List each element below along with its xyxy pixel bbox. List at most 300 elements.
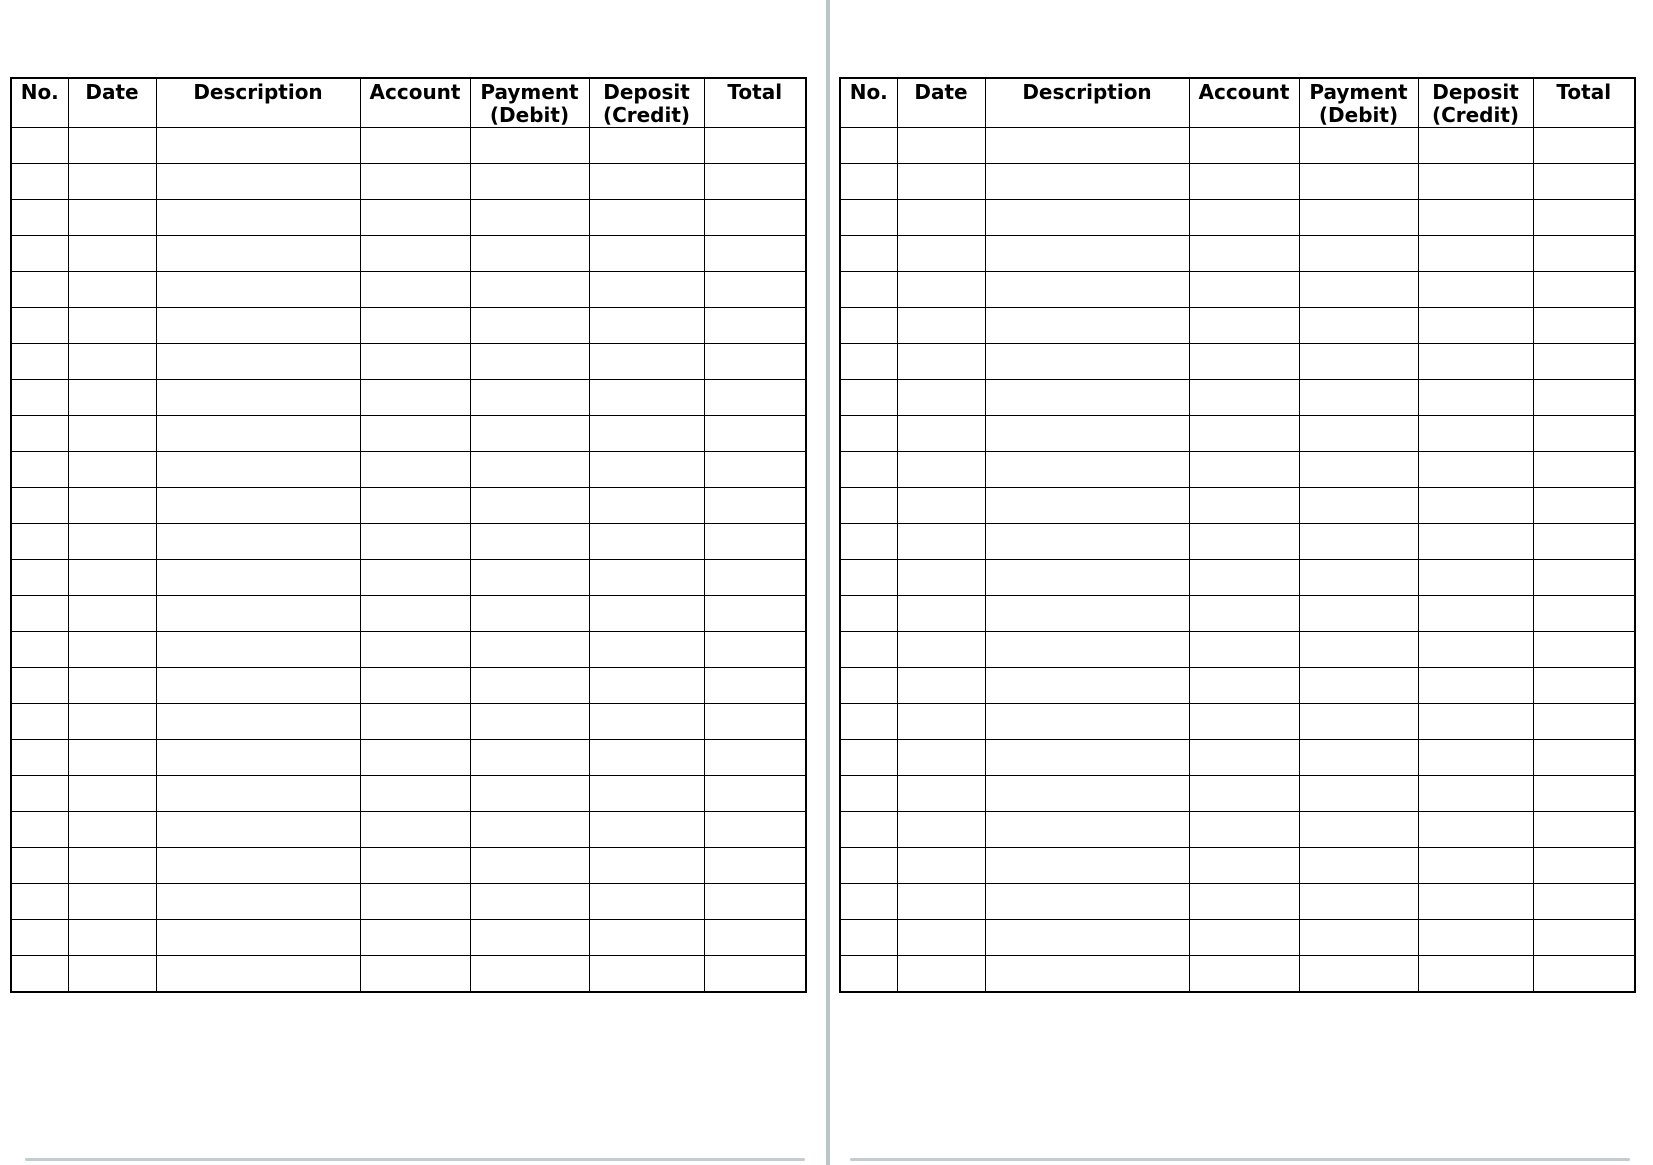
ledger-cell-account <box>1189 920 1299 956</box>
ledger-cell-account <box>360 812 470 848</box>
ledger-cell-account <box>1189 668 1299 704</box>
ledger-cell-payment <box>470 740 589 776</box>
ledger-cell-payment <box>1299 776 1418 812</box>
ledger-cell-date <box>68 812 156 848</box>
ledger-cell-date <box>897 884 985 920</box>
ledger-row <box>11 848 806 884</box>
ledger-cell-no <box>840 848 897 884</box>
ledger-cell-total <box>704 704 806 740</box>
ledger-cell-deposit <box>589 200 704 236</box>
ledger-cell-account <box>360 344 470 380</box>
ledger-cell-total <box>704 776 806 812</box>
ledger-cell-description <box>985 956 1189 992</box>
ledger-cell-total <box>1533 416 1635 452</box>
ledger-cell-date <box>897 560 985 596</box>
ledger-row <box>11 272 806 308</box>
ledger-cell-payment <box>1299 668 1418 704</box>
ledger-cell-payment <box>470 344 589 380</box>
ledger-cell-account <box>360 632 470 668</box>
ledger-cell-account <box>1189 560 1299 596</box>
ledger-cell-payment <box>470 416 589 452</box>
ledger-cell-deposit <box>589 452 704 488</box>
ledger-cell-deposit <box>589 704 704 740</box>
ledger-cell-total <box>1533 560 1635 596</box>
ledger-row <box>840 416 1635 452</box>
ledger-cell-no <box>11 236 68 272</box>
ledger-cell-deposit <box>589 632 704 668</box>
ledger-cell-no <box>11 560 68 596</box>
ledger-cell-date <box>68 524 156 560</box>
ledger-cell-total <box>704 380 806 416</box>
ledger-cell-payment <box>1299 272 1418 308</box>
ledger-cell-date <box>68 560 156 596</box>
ledger-cell-payment <box>470 956 589 992</box>
ledger-cell-description <box>985 704 1189 740</box>
ledger-cell-deposit <box>1418 164 1533 200</box>
ledger-cell-date <box>68 380 156 416</box>
ledger-cell-no <box>11 380 68 416</box>
ledger-cell-account <box>1189 236 1299 272</box>
ledger-row <box>11 128 806 164</box>
ledger-cell-no <box>840 812 897 848</box>
ledger-cell-account <box>360 668 470 704</box>
ledger-cell-description <box>156 488 360 524</box>
ledger-row <box>840 632 1635 668</box>
ledger-cell-account <box>1189 812 1299 848</box>
ledger-cell-account <box>360 740 470 776</box>
ledger-cell-no <box>11 668 68 704</box>
ledger-cell-deposit <box>589 884 704 920</box>
header-date: Date <box>897 78 985 128</box>
ledger-cell-total <box>704 920 806 956</box>
ledger-cell-account <box>1189 452 1299 488</box>
ledger-cell-date <box>897 200 985 236</box>
ledger-cell-description <box>156 884 360 920</box>
ledger-cell-deposit <box>1418 776 1533 812</box>
ledger-cell-no <box>11 200 68 236</box>
ledger-cell-description <box>985 164 1189 200</box>
ledger-cell-account <box>1189 416 1299 452</box>
ledger-cell-date <box>897 740 985 776</box>
ledger-cell-account <box>360 272 470 308</box>
ledger-cell-payment <box>1299 200 1418 236</box>
ledger-cell-description <box>156 164 360 200</box>
header-deposit: Deposit (Credit) <box>589 78 704 128</box>
ledger-cell-deposit <box>589 848 704 884</box>
ledger-row <box>11 920 806 956</box>
ledger-row <box>840 128 1635 164</box>
ledger-cell-account <box>1189 956 1299 992</box>
ledger-cell-date <box>68 704 156 740</box>
ledger-row <box>11 704 806 740</box>
ledger-cell-account <box>360 776 470 812</box>
ledger-cell-deposit <box>1418 560 1533 596</box>
ledger-cell-deposit <box>1418 704 1533 740</box>
ledger-cell-total <box>704 740 806 776</box>
ledger-cell-date <box>68 740 156 776</box>
ledger-cell-total <box>1533 920 1635 956</box>
ledger-cell-description <box>156 704 360 740</box>
ledger-cell-account <box>360 560 470 596</box>
ledger-row <box>11 560 806 596</box>
ledger-row <box>840 488 1635 524</box>
ledger-row <box>11 812 806 848</box>
ledger-row <box>11 776 806 812</box>
ledger-cell-no <box>840 884 897 920</box>
ledger-cell-description <box>985 128 1189 164</box>
ledger-cell-payment <box>470 380 589 416</box>
ledger-cell-description <box>156 524 360 560</box>
ledger-cell-total <box>1533 200 1635 236</box>
ledger-cell-account <box>360 236 470 272</box>
ledger-cell-deposit <box>1418 740 1533 776</box>
right-page <box>839 77 1636 993</box>
ledger-cell-no <box>840 704 897 740</box>
book-spine <box>826 0 830 1165</box>
ledger-row <box>840 164 1635 200</box>
ledger-cell-account <box>1189 272 1299 308</box>
ledger-cell-account <box>1189 488 1299 524</box>
ledger-cell-account <box>1189 740 1299 776</box>
ledger-cell-account <box>360 452 470 488</box>
ledger-row <box>11 632 806 668</box>
ledger-cell-description <box>985 272 1189 308</box>
ledger-cell-account <box>360 848 470 884</box>
ledger-cell-total <box>1533 956 1635 992</box>
ledger-cell-description <box>985 884 1189 920</box>
ledger-cell-payment <box>470 848 589 884</box>
ledger-cell-total <box>1533 236 1635 272</box>
ledger-cell-deposit <box>589 956 704 992</box>
ledger-cell-deposit <box>589 164 704 200</box>
ledger-cell-account <box>360 704 470 740</box>
ledger-cell-deposit <box>589 776 704 812</box>
ledger-cell-description <box>156 416 360 452</box>
ledger-cell-deposit <box>1418 488 1533 524</box>
ledger-cell-account <box>360 956 470 992</box>
ledger-cell-date <box>68 848 156 884</box>
ledger-cell-payment <box>470 524 589 560</box>
ledger-cell-payment <box>470 776 589 812</box>
ledger-cell-deposit <box>589 308 704 344</box>
ledger-cell-payment <box>1299 920 1418 956</box>
ledger-cell-description <box>156 632 360 668</box>
ledger-cell-date <box>68 632 156 668</box>
header-no: No. <box>11 78 68 128</box>
ledger-cell-description <box>985 488 1189 524</box>
ledger-cell-description <box>985 596 1189 632</box>
ledger-cell-payment <box>1299 596 1418 632</box>
ledger-cell-payment <box>470 812 589 848</box>
ledger-row <box>840 704 1635 740</box>
ledger-cell-no <box>11 272 68 308</box>
header-deposit: Deposit (Credit) <box>1418 78 1533 128</box>
header-account: Account <box>1189 78 1299 128</box>
ledger-cell-deposit <box>589 524 704 560</box>
ledger-cell-account <box>360 596 470 632</box>
ledger-cell-total <box>704 668 806 704</box>
ledger-cell-payment <box>470 308 589 344</box>
ledger-cell-description <box>985 380 1189 416</box>
ledger-cell-no <box>11 596 68 632</box>
ledger-cell-deposit <box>1418 200 1533 236</box>
ledger-cell-total <box>1533 884 1635 920</box>
ledger-row <box>11 200 806 236</box>
header-payment: Payment (Debit) <box>1299 78 1418 128</box>
ledger-cell-date <box>897 488 985 524</box>
ledger-cell-deposit <box>1418 524 1533 560</box>
ledger-cell-description <box>985 452 1189 488</box>
ledger-cell-deposit <box>589 740 704 776</box>
ledger-cell-total <box>704 308 806 344</box>
ledger-cell-account <box>1189 380 1299 416</box>
ledger-cell-account <box>1189 200 1299 236</box>
ledger-cell-no <box>840 344 897 380</box>
ledger-cell-total <box>1533 524 1635 560</box>
ledger-cell-no <box>11 920 68 956</box>
ledger-cell-no <box>11 344 68 380</box>
right-ledger-table <box>839 77 1636 993</box>
ledger-cell-date <box>897 164 985 200</box>
ledger-cell-no <box>840 164 897 200</box>
ledger-cell-date <box>68 596 156 632</box>
ledger-cell-total <box>704 884 806 920</box>
ledger-row <box>840 596 1635 632</box>
ledger-cell-description <box>156 920 360 956</box>
ledger-cell-payment <box>1299 128 1418 164</box>
ledger-cell-date <box>68 668 156 704</box>
ledger-cell-payment <box>470 164 589 200</box>
ledger-cell-total <box>1533 812 1635 848</box>
ledger-cell-total <box>704 200 806 236</box>
ledger-cell-payment <box>470 884 589 920</box>
ledger-row <box>11 308 806 344</box>
ledger-cell-no <box>11 956 68 992</box>
ledger-cell-no <box>840 524 897 560</box>
ledger-row <box>840 848 1635 884</box>
ledger-cell-no <box>840 488 897 524</box>
ledger-cell-payment <box>1299 884 1418 920</box>
ledger-cell-account <box>360 308 470 344</box>
ledger-cell-description <box>985 560 1189 596</box>
ledger-cell-payment <box>1299 704 1418 740</box>
ledger-cell-description <box>156 740 360 776</box>
ledger-cell-total <box>1533 632 1635 668</box>
ledger-cell-description <box>156 812 360 848</box>
ledger-cell-no <box>11 740 68 776</box>
ledger-cell-no <box>840 956 897 992</box>
ledger-cell-no <box>11 776 68 812</box>
ledger-cell-total <box>1533 344 1635 380</box>
ledger-cell-deposit <box>589 920 704 956</box>
header-no: No. <box>840 78 897 128</box>
ledger-cell-no <box>840 128 897 164</box>
ledger-cell-payment <box>1299 956 1418 992</box>
ledger-cell-total <box>704 632 806 668</box>
ledger-cell-payment <box>1299 236 1418 272</box>
ledger-row <box>11 236 806 272</box>
ledger-cell-description <box>985 812 1189 848</box>
ledger-cell-description <box>985 848 1189 884</box>
ledger-cell-date <box>68 488 156 524</box>
ledger-cell-account <box>1189 632 1299 668</box>
ledger-cell-description <box>156 452 360 488</box>
ledger-cell-account <box>1189 524 1299 560</box>
ledger-row <box>11 164 806 200</box>
ledger-header-row <box>11 78 806 128</box>
ledger-cell-no <box>11 704 68 740</box>
ledger-cell-deposit <box>1418 812 1533 848</box>
ledger-cell-no <box>840 560 897 596</box>
ledger-cell-payment <box>1299 740 1418 776</box>
ledger-cell-total <box>1533 776 1635 812</box>
ledger-cell-date <box>897 956 985 992</box>
ledger-cell-date <box>897 380 985 416</box>
ledger-cell-deposit <box>1418 452 1533 488</box>
ledger-cell-no <box>840 740 897 776</box>
ledger-cell-payment <box>1299 380 1418 416</box>
ledger-cell-total <box>704 812 806 848</box>
ledger-cell-total <box>1533 596 1635 632</box>
ledger-cell-description <box>156 776 360 812</box>
ledger-cell-total <box>1533 740 1635 776</box>
ledger-cell-no <box>11 308 68 344</box>
ledger-cell-date <box>68 236 156 272</box>
ledger-cell-payment <box>470 632 589 668</box>
ledger-row <box>840 560 1635 596</box>
ledger-cell-date <box>897 920 985 956</box>
ledger-row <box>840 956 1635 992</box>
ledger-cell-account <box>1189 308 1299 344</box>
ledger-cell-description <box>985 236 1189 272</box>
ledger-row <box>840 524 1635 560</box>
ledger-cell-deposit <box>1418 344 1533 380</box>
ledger-cell-no <box>840 452 897 488</box>
ledger-cell-deposit <box>589 344 704 380</box>
ledger-cell-payment <box>470 596 589 632</box>
ledger-cell-payment <box>1299 164 1418 200</box>
ledger-cell-date <box>897 596 985 632</box>
ledger-cell-description <box>985 632 1189 668</box>
ledger-cell-date <box>897 128 985 164</box>
ledger-cell-description <box>156 272 360 308</box>
ledger-cell-no <box>840 380 897 416</box>
ledger-row <box>840 884 1635 920</box>
ledger-cell-deposit <box>1418 956 1533 992</box>
ledger-cell-total <box>1533 308 1635 344</box>
header-description: Description <box>156 78 360 128</box>
ledger-cell-no <box>11 164 68 200</box>
ledger-cell-payment <box>1299 488 1418 524</box>
ledger-cell-total <box>704 164 806 200</box>
header-payment: Payment (Debit) <box>470 78 589 128</box>
ledger-cell-no <box>840 272 897 308</box>
ledger-cell-total <box>704 128 806 164</box>
ledger-cell-date <box>68 272 156 308</box>
ledger-cell-no <box>11 884 68 920</box>
ledger-cell-date <box>897 452 985 488</box>
ledger-row <box>840 452 1635 488</box>
ledger-cell-payment <box>470 452 589 488</box>
ledger-cell-payment <box>470 128 589 164</box>
right-page-bottom-edge <box>850 1158 1630 1161</box>
ledger-cell-deposit <box>1418 308 1533 344</box>
ledger-cell-date <box>897 344 985 380</box>
ledger-cell-date <box>897 632 985 668</box>
ledger-cell-description <box>985 416 1189 452</box>
ledger-row <box>840 776 1635 812</box>
header-description: Description <box>985 78 1189 128</box>
ledger-row <box>11 668 806 704</box>
ledger-cell-account <box>1189 776 1299 812</box>
ledger-cell-date <box>68 776 156 812</box>
ledger-cell-no <box>11 452 68 488</box>
ledger-cell-payment <box>1299 452 1418 488</box>
ledger-header-row <box>840 78 1635 128</box>
ledger-cell-no <box>840 668 897 704</box>
ledger-row <box>840 920 1635 956</box>
ledger-cell-date <box>897 308 985 344</box>
ledger-cell-description <box>156 200 360 236</box>
ledger-cell-deposit <box>589 416 704 452</box>
ledger-cell-no <box>840 236 897 272</box>
ledger-row <box>840 740 1635 776</box>
ledger-cell-date <box>68 200 156 236</box>
ledger-cell-account <box>360 200 470 236</box>
ledger-cell-account <box>1189 848 1299 884</box>
ledger-cell-payment <box>1299 560 1418 596</box>
ledger-cell-no <box>840 200 897 236</box>
ledger-cell-deposit <box>1418 848 1533 884</box>
ledger-cell-payment <box>1299 416 1418 452</box>
ledger-cell-total <box>704 452 806 488</box>
ledger-cell-description <box>156 956 360 992</box>
ledger-cell-deposit <box>589 812 704 848</box>
ledger-cell-account <box>360 524 470 560</box>
ledger-cell-account <box>360 380 470 416</box>
ledger-cell-description <box>985 344 1189 380</box>
left-page-bottom-edge <box>25 1158 805 1161</box>
ledger-row <box>11 524 806 560</box>
ledger-row <box>840 380 1635 416</box>
ledger-cell-payment <box>1299 308 1418 344</box>
ledger-cell-date <box>897 524 985 560</box>
ledger-cell-deposit <box>1418 128 1533 164</box>
ledger-cell-date <box>68 920 156 956</box>
ledger-cell-payment <box>1299 848 1418 884</box>
ledger-cell-total <box>1533 668 1635 704</box>
ledger-cell-deposit <box>1418 884 1533 920</box>
ledger-cell-date <box>68 164 156 200</box>
ledger-row <box>11 956 806 992</box>
ledger-cell-no <box>840 776 897 812</box>
ledger-cell-total <box>704 488 806 524</box>
ledger-cell-description <box>985 524 1189 560</box>
ledger-row <box>11 416 806 452</box>
ledger-row <box>840 308 1635 344</box>
ledger-cell-total <box>1533 128 1635 164</box>
ledger-cell-deposit <box>1418 272 1533 308</box>
ledger-cell-no <box>11 524 68 560</box>
ledger-cell-no <box>840 416 897 452</box>
ledger-cell-payment <box>470 668 589 704</box>
ledger-cell-no <box>840 596 897 632</box>
ledger-cell-payment <box>1299 812 1418 848</box>
ledger-cell-deposit <box>589 272 704 308</box>
ledger-cell-date <box>897 776 985 812</box>
ledger-cell-deposit <box>589 668 704 704</box>
ledger-cell-description <box>985 920 1189 956</box>
